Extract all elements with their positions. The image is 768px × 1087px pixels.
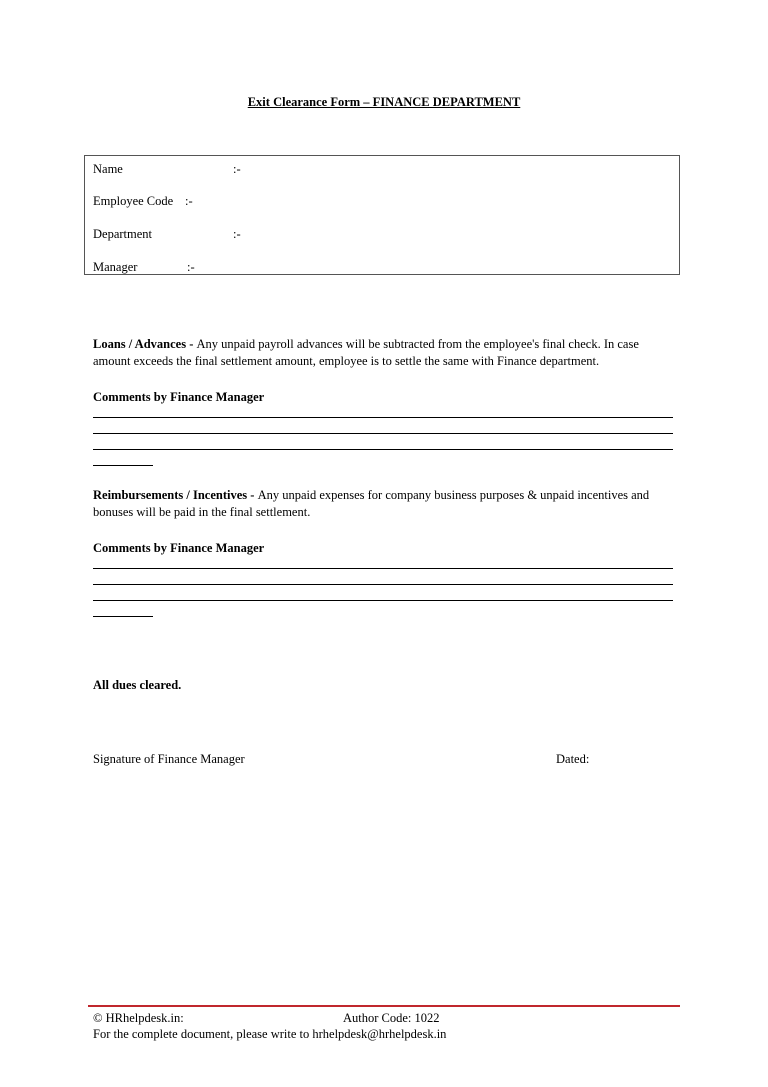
comments-heading-2: Comments by Finance Manager	[93, 541, 265, 555]
signature-label: Signature of Finance Manager	[93, 752, 245, 766]
comments-heading-1: Comments by Finance Manager	[93, 390, 265, 404]
manager-label: Manager	[93, 260, 138, 274]
comments-lines-1[interactable]	[93, 404, 673, 474]
comment-line	[93, 465, 153, 466]
reimbursements-paragraph	[93, 487, 678, 521]
info-row-manager	[93, 260, 195, 275]
department-separator: :-	[233, 227, 241, 241]
comments-lines-2[interactable]	[93, 555, 673, 625]
footer-divider	[88, 1005, 680, 1007]
comment-line	[93, 417, 673, 418]
footer-copyright: © HRhelpdesk.in:	[93, 1011, 184, 1025]
all-dues-cleared: All dues cleared.	[93, 678, 182, 692]
manager-separator: :-	[187, 260, 195, 274]
info-row-name	[93, 162, 241, 177]
name-separator: :-	[233, 162, 241, 176]
footer-author-code: Author Code: 1022	[343, 1011, 440, 1025]
loans-heading: Loans / Advances -	[93, 337, 197, 351]
department-label: Department	[93, 227, 153, 241]
loans-text: Any unpaid payroll advances will be subtracted from the employee's final check. In case amount exceeds the final settlement amount, employee is to settle the same with Finance department.	[93, 337, 639, 368]
comment-line	[93, 449, 673, 450]
comment-line	[93, 584, 673, 585]
employee-code-label: Employee Code	[93, 194, 174, 208]
info-row-department	[93, 227, 241, 242]
employee-info-box	[84, 155, 680, 275]
loans-paragraph	[93, 336, 678, 370]
reimbursements-text: Any unpaid expenses for company business purposes & unpaid incentives and bonuses will be paid in the final settlement.	[93, 488, 650, 519]
name-label: Name	[93, 162, 123, 176]
reimbursements-heading: Reimbursements / Incentives -	[93, 488, 258, 502]
dated-label: Dated:	[556, 752, 590, 766]
comment-line	[93, 568, 673, 569]
employee-code-separator: :-	[185, 194, 193, 208]
comment-line	[93, 600, 673, 601]
footer-contact: For the complete document, please write to hrhelpdesk@hrhelpdesk.in	[93, 1027, 447, 1041]
form-title: Exit Clearance Form – FINANCE DEPARTMENT	[247, 95, 521, 109]
info-row-employee-code	[93, 194, 193, 209]
comment-line	[93, 616, 153, 617]
comment-line	[93, 433, 673, 434]
